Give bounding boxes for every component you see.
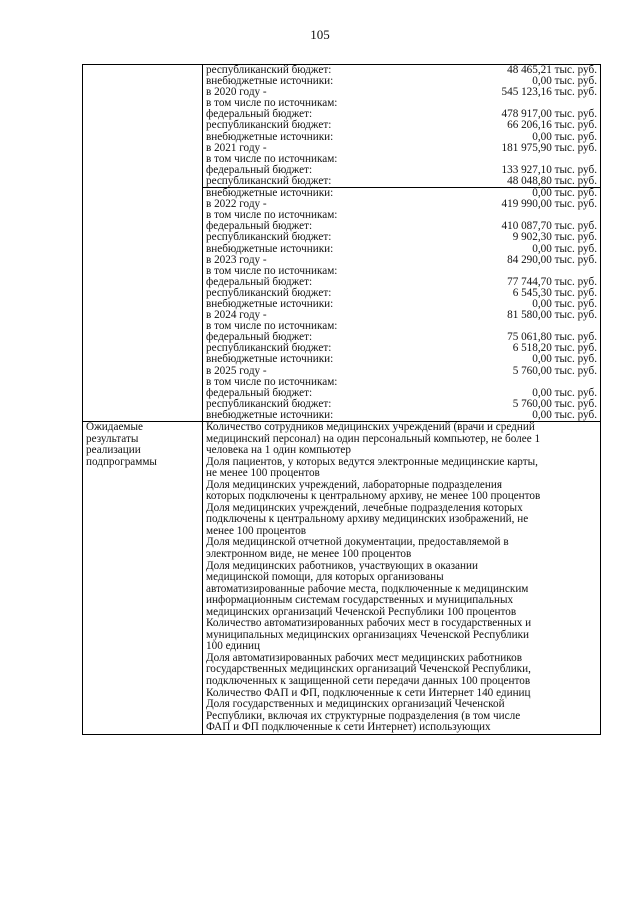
results-line: медицинской помощи, для которых организованы <box>206 571 444 584</box>
finance-line-value: 0,00 тыс. руб. <box>532 242 597 255</box>
finance-line-label: в 2020 году - <box>206 86 267 99</box>
finance-line-label: внебюджетные источники: <box>206 408 334 421</box>
finance-line-value: 5 760,00 тыс. руб. <box>512 397 597 410</box>
finance-line-label: республиканский бюджет: <box>206 286 332 299</box>
results-label-line: Ожидаемые <box>86 421 143 433</box>
finance-line-value: 0,00 тыс. руб. <box>532 386 597 399</box>
results-line: подключены к центральному архиву медицинских изображений, не <box>206 513 529 526</box>
results-line: 100 единиц <box>206 640 261 653</box>
finance-line-label: республиканский бюджет: <box>206 174 332 187</box>
finance-line-label: в 2024 году - <box>206 309 267 322</box>
results-line: автоматизированные рабочие места, подключенные к медицинским <box>206 582 529 595</box>
results-line: Количество сотрудников медицинских учреждений (врачи и средний <box>206 421 535 433</box>
finance-line <box>203 244 600 255</box>
results-line: которых подключены к центральному архиву, не менее 100 процентов <box>206 490 541 503</box>
results-line: информационным системам государственных и муниципальных <box>206 594 514 607</box>
finance-line-value: 48 048,80 тыс. руб. <box>507 174 597 187</box>
program-table <box>82 64 601 735</box>
finance-line-value: 81 580,00 тыс. руб. <box>507 309 597 322</box>
finance-line <box>203 132 600 143</box>
results-line: менее 100 процентов <box>206 524 307 537</box>
finance-line-value: 181 975,90 тыс. руб. <box>501 141 597 154</box>
finance-line-label: в том числе по источникам: <box>206 209 338 222</box>
finance-line-label: внебюджетные источники: <box>206 297 334 310</box>
finance-line-value: 0,00 тыс. руб. <box>532 75 597 88</box>
finance-cell <box>203 65 601 422</box>
finance-line-label: республиканский бюджет: <box>206 64 332 76</box>
page-number: 105 <box>310 27 330 42</box>
finance-line-value: 419 990,00 тыс. руб. <box>501 198 597 211</box>
results-line: не менее 100 процентов <box>206 467 320 480</box>
results-line: Доля медицинских учреждений, лабораторные подразделения <box>206 478 502 491</box>
finance-line-value: 9 902,30 тыс. руб. <box>512 231 597 244</box>
finance-line <box>203 366 600 377</box>
finance-line-value: 0,00 тыс. руб. <box>532 408 597 421</box>
finance-line-label: республиканский бюджет: <box>206 397 332 410</box>
finance-line-value: 6 545,30 тыс. руб. <box>512 286 597 299</box>
finance-line-label: федеральный бюджет: <box>206 275 313 288</box>
finance-line-label: республиканский бюджет: <box>206 231 332 244</box>
finance-line-value: 0,00 тыс. руб. <box>532 353 597 366</box>
results-line: Доля государственных и медицинских организаций Чеченской <box>206 698 505 711</box>
finance-line-value: 84 290,00 тыс. руб. <box>507 253 597 266</box>
finance-line-label: в том числе по источникам: <box>206 375 338 388</box>
finance-line-label: внебюджетные источники: <box>206 130 334 143</box>
finance-line-value: 66 206,16 тыс. руб. <box>507 119 597 132</box>
finance-line-label: в 2021 году - <box>206 141 267 154</box>
results-line: Доля автоматизированных рабочих мест медицинских работников <box>206 651 522 664</box>
finance-line-label: внебюджетные источники: <box>206 187 334 200</box>
finance-line <box>203 232 600 243</box>
results-line: Доля медицинских работников, участвующих в оказании <box>206 559 478 572</box>
finance-line-value: 6 518,20 тыс. руб. <box>512 342 597 355</box>
finance-line-label: федеральный бюджет: <box>206 386 313 399</box>
results-row <box>83 422 601 735</box>
finance-line-label: в 2025 году - <box>206 364 267 377</box>
finance-line-label: федеральный бюджет: <box>206 331 313 344</box>
finance-line-label: в 2023 году - <box>206 253 267 266</box>
finance-line-value: 545 123,16 тыс. руб. <box>501 86 597 99</box>
finance-line <box>203 354 600 365</box>
finance-line-label: внебюджетные источники: <box>206 242 334 255</box>
finance-line-label: федеральный бюджет: <box>206 108 313 121</box>
results-line: Количество ФАП и ФП, подключенные к сети Интернет 140 единиц <box>206 686 531 699</box>
finance-line-label: в том числе по источникам: <box>206 97 338 110</box>
finance-line-value: 75 061,80 тыс. руб. <box>507 331 597 344</box>
results-cell <box>203 422 601 735</box>
finance-line-label: республиканский бюджет: <box>206 119 332 132</box>
finance-line-label: в 2022 году - <box>206 198 267 211</box>
finance-line-value: 77 744,70 тыс. руб. <box>507 275 597 288</box>
results-label-line: реализации <box>86 444 141 457</box>
results-line: Доля медицинских учреждений, лечебные подразделения которых <box>206 501 523 514</box>
finance-left-cell <box>83 65 203 422</box>
results-line: Доля медицинской отчетной документации, предоставляемой в <box>206 536 509 549</box>
finance-line-label: в том числе по источникам: <box>206 320 338 333</box>
finance-line-label: внебюджетные источники: <box>206 75 334 88</box>
finance-row <box>83 65 601 422</box>
results-line: государственных медицинских организаций Чеченской Республики, <box>206 663 531 676</box>
finance-line-value: 0,00 тыс. руб. <box>532 130 597 143</box>
finance-line-value: 133 927,10 тыс. руб. <box>501 163 597 176</box>
finance-line-label: в том числе по источникам: <box>206 264 338 277</box>
finance-line-label: в том числе по источникам: <box>206 152 338 165</box>
results-label-cell <box>83 422 203 735</box>
results-line: подключенных к защищенной сети передачи данных 100 процентов <box>206 675 531 688</box>
finance-line-value: 5 760,00 тыс. руб. <box>512 364 597 377</box>
results-line: медицинский персонал) на один персональный компьютер, не более 1 <box>206 432 541 445</box>
finance-line-value: 478 917,00 тыс. руб. <box>501 108 597 121</box>
results-line: человека на 1 один компьютер <box>206 444 351 457</box>
finance-line-value: 410 087,70 тыс. руб. <box>501 220 597 233</box>
results-line: Количество автоматизированных рабочих мест в государственных и <box>206 617 532 630</box>
finance-line-value: 0,00 тыс. руб. <box>532 297 597 310</box>
finance-line-label: республиканский бюджет: <box>206 342 332 355</box>
results-label-line: результаты <box>86 432 139 445</box>
finance-line-label: федеральный бюджет: <box>206 220 313 233</box>
results-line: Республики, включая их структурные подразделения (в том числе <box>206 709 521 722</box>
finance-line-label: федеральный бюджет: <box>206 163 313 176</box>
results-line: Доля пациентов, у которых ведутся электронные медицинские карты, <box>206 455 538 468</box>
results-line: муниципальных медицинских организациях Чеченской Республики <box>206 628 530 641</box>
finance-line-value: 0,00 тыс. руб. <box>532 187 597 200</box>
results-label-line: подпрограммы <box>86 456 157 469</box>
finance-line <box>203 120 600 131</box>
results-line: электронном виде, не менее 100 процентов <box>206 548 412 561</box>
results-line: ФАП и ФП подключенные к сети Интернет) использующих <box>206 721 491 734</box>
finance-line-value: 48 465,21 тыс. руб. <box>507 64 597 76</box>
finance-line <box>203 410 600 421</box>
results-line: медицинских организаций Чеченской Республики 100 процентов <box>206 605 517 618</box>
finance-line-label: внебюджетные источники: <box>206 353 334 366</box>
